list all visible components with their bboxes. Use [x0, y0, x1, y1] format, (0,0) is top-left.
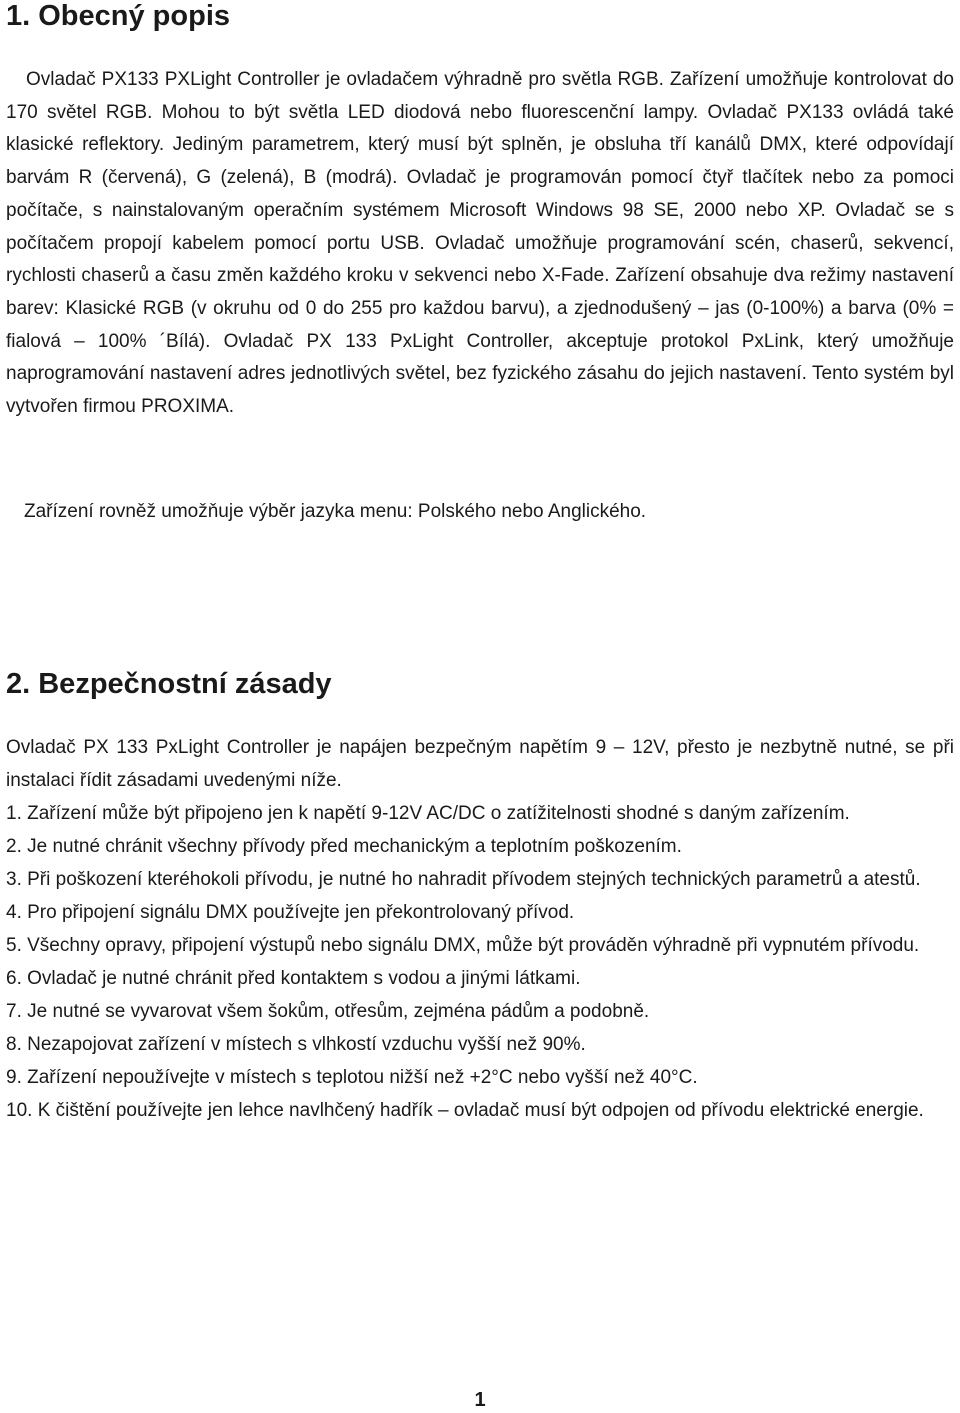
safety-rules-list: [6, 731, 954, 1127]
safety-rule-6: 6. Ovladač je nutné chránit před kontaktem s vodou a jinými látkami.: [6, 968, 581, 989]
section-1-heading: 1. Obecný popis: [6, 0, 230, 32]
section-2-heading: 2. Bezpečnostní zásady: [6, 668, 332, 700]
general-description-paragraph: Ovladač PX133 PXLight Controller je ovladačem výhradně pro světla RGB. Zařízení umožňuje kontrolovat do 170 světel RGB. Mohou to být světla LED diodová nebo fluorescenční lampy. Ovladač PX133 ovládá také klasické reflektory. Jediným parametrem, který musí být splněn, je obsluha tří kanálů DMX, které odpovídají barvám R (červená), G (zelená), B (modrá). Ovladač je programován pomocí čtyř tlačítek nebo za pomoci počítače, s nainstalovaným operačním systémem Microsoft Windows 98 SE, 2000 nebo XP. Ovladač se s počítačem propojí kabelem pomocí portu USB. Ovladač umožňuje programování scén, chaserů, sekvencí, rychlosti chaserů a času změn každého kroku v sekvenci nebo X-Fade. Zařízení obsahuje dva režimy nastavení barev: Klasické RGB (v okruhu od 0 do 255 pro každou barvu), a zjednodušený – jas (0-100%) a barva (0% = fialová – 100% ´Bílá). Ovladač PX 133 PxLight Controller, akceptuje protokol PxLink, který umožňuje naprogramování nastavení adres jednotlivých světel, bez fyzického zásahu do jejich nastavení. Tento systém byl vytvořen firmou PROXIMA.: [6, 69, 954, 418]
safety-rule-10: 10. K čištění používejte jen lehce navlhčený hadřík – ovladač musí být odpojen od přívodu elektrické energie.: [6, 1100, 924, 1121]
safety-rule-1: 1. Zařízení může být připojeno jen k napětí 9-12V AC/DC o zatížitelnosti shodné s daným zařízením.: [6, 803, 850, 824]
language-note-paragraph: Zařízení rovněž umožňuje výběr jazyka menu: Polského nebo Anglického.: [24, 501, 647, 522]
page-number: 1: [474, 1389, 486, 1411]
safety-intro-paragraph: Ovladač PX 133 PxLight Controller je napájen bezpečným napětím 9 – 12V, přesto je nezbytně nutné, se při instalaci řídit zásadami uvedenými níže.: [6, 737, 954, 791]
safety-rule-2: 2. Je nutné chránit všechny přívody před mechanickým a teplotním poškozením.: [6, 836, 682, 857]
safety-rule-4: 4. Pro připojení signálu DMX používejte jen překontrolovaný přívod.: [6, 902, 575, 923]
safety-rule-9: 9. Zařízení nepoužívejte v místech s teplotou nižší než +2°C nebo vyšší než 40°C.: [6, 1067, 698, 1088]
safety-rule-5: 5. Všechny opravy, připojení výstupů nebo signálu DMX, může být prováděn výhradně při vypnutém přívodu.: [6, 935, 920, 956]
safety-rule-8: 8. Nezapojovat zařízení v místech s vlhkostí vzduchu vyšší než 90%.: [6, 1034, 586, 1055]
safety-rule-7: 7. Je nutné se vyvarovat všem šokům, otřesům, zejména pádům a podobně.: [6, 1001, 650, 1022]
safety-rule-3: 3. Při poškození kteréhokoli přívodu, je nutné ho nahradit přívodem stejných technických parametrů a atestů.: [6, 869, 921, 890]
